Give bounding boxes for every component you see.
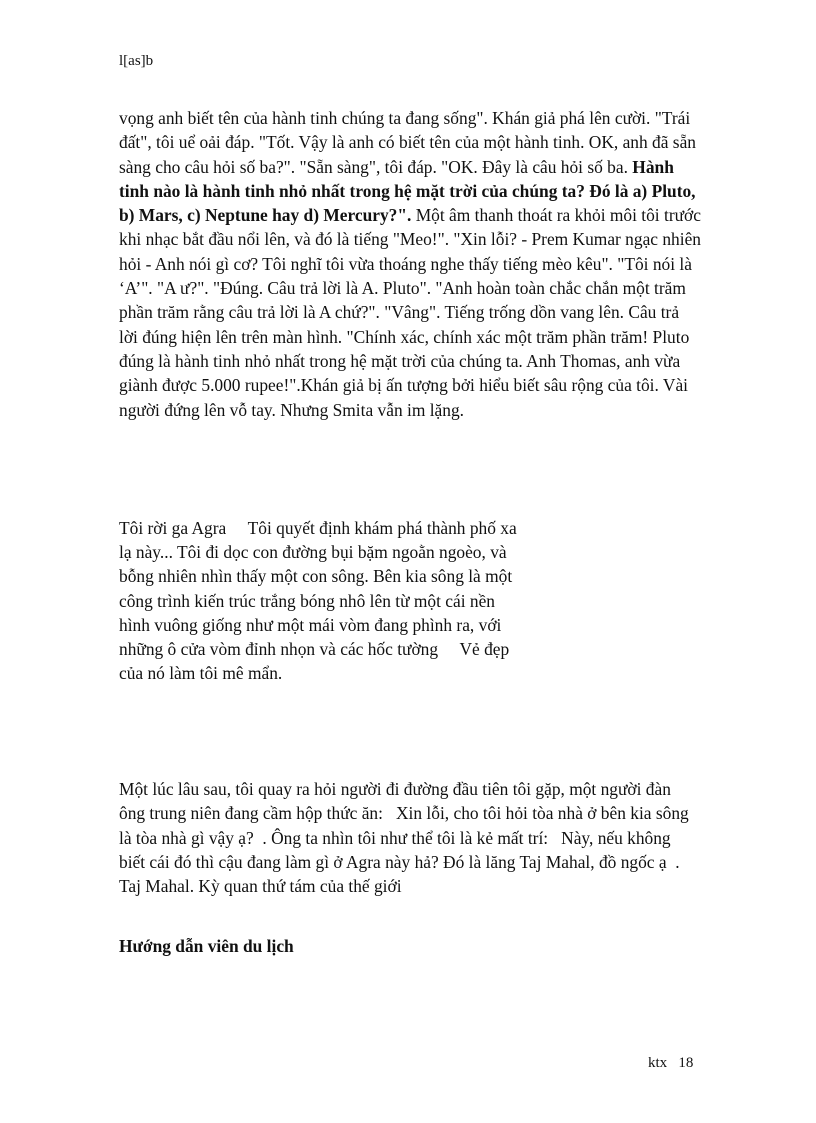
paragraph-2-part-1: Tôi rời ga Agra [119,518,227,538]
body-paragraph-2 [119,516,529,685]
paragraph-1-text-start: vọng anh biết tên của hành tinh chúng ta đang sống". Khán giả phá lên cười. "Trái đất", tôi uể oải đáp. "Tốt. Vậy là anh có biết tên của một hành tinh. OK, anh đã sẵn sàng cho câu hỏi số ba?". "Sẵn sàng", tôi đáp. "OK. Đây là câu hỏi số ba. [119,108,696,177]
page-footer [648,1053,693,1073]
paragraph-1-text-end: Một âm thanh thoát ra khỏi môi tôi trước khi nhạc bắt đầu nổi lên, và đó là tiếng "Meo!". "Xin lỗi? - Prem Kumar ngạc nhiên hỏi - Anh nói gì cơ? Tôi nghĩ tôi vừa thoáng nghe thấy tiếng mèo kêu". "Tôi nói là ‘A’". "A ư?". "Đúng. Câu trả lời là A. Pluto". "Anh hoàn toàn chắc chắn một trăm phần trăm rằng câu trả lời là A chứ?". "Vâng". Tiếng trống dồn vang lên. Câu trả lời đúng hiện lên trên màn hình. "Chính xác, chính xác một trăm phần trăm! Pluto đúng là hành tinh nhỏ nhất trong hệ mặt trời của chúng ta. Anh Thomas, anh vừa giành được 5.000 rupee!".Khán giả bị ấn tượng bởi hiểu biết sâu rộng của tôi. Vài người đứng lên vỗ tay. Nhưng Smita vẫn im lặng. [119,205,701,420]
section-heading: Hướng dẫn viên du lịch [119,936,294,956]
body-paragraph-1 [119,106,701,422]
paragraph-1-bold-question: Hành tinh nào là hành tinh nhỏ nhất trong hệ mặt trời của chúng ta? Đó là a) Pluto, b) Mars, c) Neptune hay d) Mercury?". [119,156,696,226]
page-number: 18 [678,1055,694,1071]
page-header: l[as]b [119,53,154,69]
footer-label: ktx [648,1055,668,1071]
paragraph-2-part-3: Vẻ đẹp của nó làm tôi mê mẩn. [119,639,510,684]
body-paragraph-3: Một lúc lâu sau, tôi quay ra hỏi người đi đường đầu tiên tôi gặp, một người đàn ông trung niên đang cầm hộp thức ăn: Xin lỗi, cho tôi hỏi tòa nhà ở bên kia sông là tòa nhà gì vậy ạ? . Ông ta nhìn tôi như thể tôi là kẻ mất trí: Này, nếu không biết cái đó thì cậu đang làm gì ở Agra này hả? Đó là lăng Taj Mahal, đồ ngốc ạ . Taj Mahal. Kỳ quan thứ tám của thế giới [119,779,694,897]
paragraph-2-part-2: Tôi quyết định khám phá thành phố xa lạ này... Tôi đi dọc con đường bụi bặm ngoằn ngoèo, và bỗng nhiên nhìn thấy một con sông. Bên kia sông là một công trình kiến trúc trắng bóng nhô lên từ một cái nền hình vuông giống như một mái vòm đang phình ra, với những ô cửa vòm đỉnh nhọn và các hốc tường [119,518,517,660]
